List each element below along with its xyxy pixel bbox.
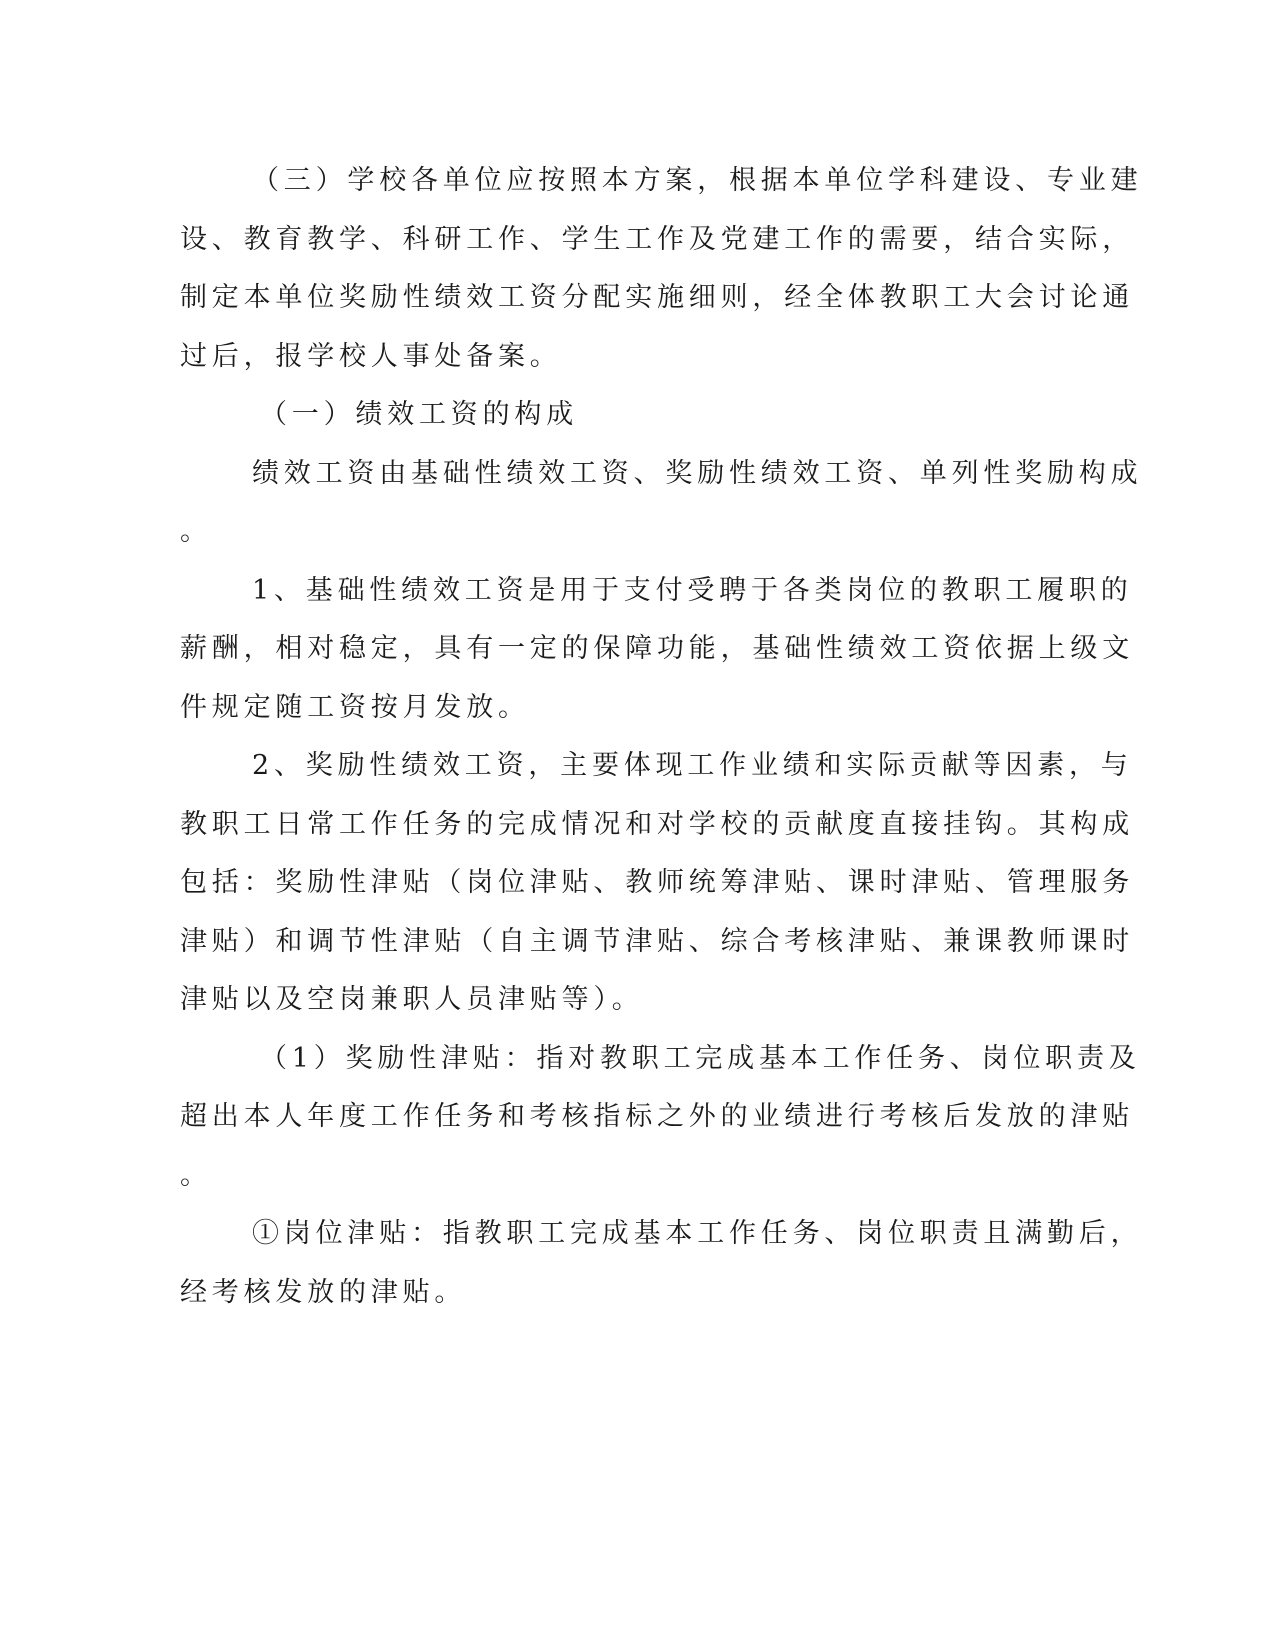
text-line: 过后，报学校人事处备案。 <box>180 340 562 372</box>
text-line: 2、奖励性绩效工资，主要体现工作业绩和实际贡献等因素，与 <box>252 750 1133 781</box>
text-line: 设、教育教学、科研工作、学生工作及党建工作的需要，结合实际， <box>180 223 1134 255</box>
text-line: 制定本单位奖励性绩效工资分配实施细则，经全体教职工大会讨论通 <box>180 282 1134 313</box>
text-line: （一）绩效工资的构成 <box>260 399 578 430</box>
text-line: 津贴以及空岗兼职人员津贴等）。 <box>180 984 644 1015</box>
text-line: 件规定随工资按月发放。 <box>180 691 530 723</box>
text-line: 超出本人年度工作任务和考核指标之外的业绩进行考核后发放的津贴 <box>180 1101 1134 1132</box>
text-line: 绩效工资由基础性绩效工资、奖励性绩效工资、单列性奖励构成 <box>252 457 1143 489</box>
paragraph-incentive-pay <box>180 737 1134 1030</box>
text-line: 薪酬，相对稳定，具有一定的保障功能，基础性绩效工资依据上级文 <box>180 633 1134 664</box>
section-heading-composition <box>180 386 1030 445</box>
paragraph-post-allowance <box>180 1205 1143 1322</box>
document-body <box>180 152 1143 1322</box>
text-line: 1、基础性绩效工资是用于支付受聘于各类岗位的教职工履职的 <box>252 574 1133 606</box>
text-line: ①岗位津贴：指教职工完成基本工作任务、岗位职责且满勤后， <box>252 1218 1143 1249</box>
text-line: 。 <box>180 1159 212 1191</box>
paragraph-composition <box>180 445 1143 562</box>
text-line: 。 <box>180 516 212 547</box>
text-line: （三）学校各单位应按照本方案，根据本单位学科建设、专业建 <box>252 165 1143 196</box>
paragraph-incentive-allowance <box>180 1030 1141 1206</box>
text-line: （1）奖励性津贴：指对教职工完成基本工作任务、岗位职责及 <box>260 1042 1141 1074</box>
text-line: 包括：奖励性津贴（岗位津贴、教师统筹津贴、课时津贴、管理服务 <box>180 867 1134 898</box>
paragraph-school-units <box>180 152 1143 386</box>
text-line: 津贴）和调节性津贴（自主调节津贴、综合考核津贴、兼课教师课时 <box>180 925 1134 957</box>
text-line: 经考核发放的津贴。 <box>180 1276 467 1308</box>
text-line: 教职工日常工作任务的完成情况和对学校的贡献度直接挂钩。其构成 <box>180 808 1134 840</box>
paragraph-basic-pay <box>180 562 1134 738</box>
